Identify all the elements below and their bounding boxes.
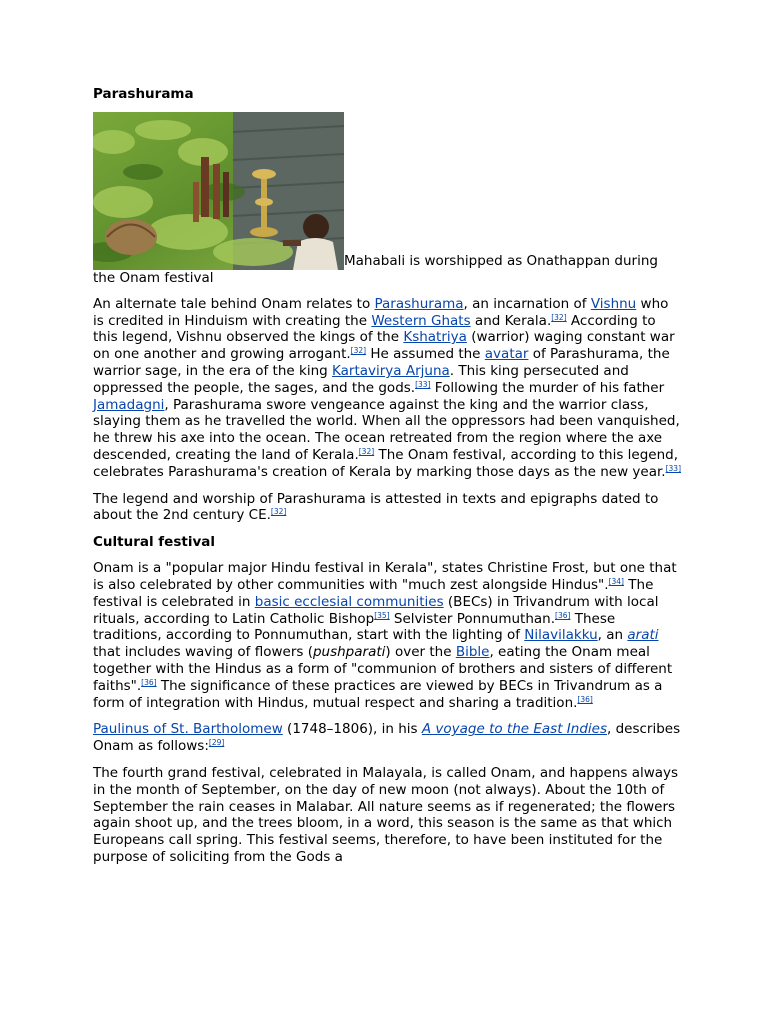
citation[interactable] (551, 313, 566, 322)
citation[interactable] (141, 678, 156, 687)
citation-link[interactable]: [29] (208, 738, 225, 748)
link-parashurama[interactable]: Parashurama (374, 295, 464, 312)
paragraph-paulinus (93, 721, 683, 755)
text: The fourth grand festival, celebrated in Malayala, is called Onam, and happens always in the month of September, on the day of new moon (not always). About the 10th of September the rain ceases in Malabar. All nature seems as if regenerated; the flowers again shoot up, and the trees bloom, in a word, this season is the same as that which Europeans call spring. This festival seems, therefore, to have been instituted for the purpose of soliciting from the Gods a (93, 764, 679, 865)
citation-link[interactable]: [33] (415, 379, 431, 389)
text: Onam is a "popular major Hindu festival in Kerala", states Christine Frost, but one that is also celebrated by other communities with "much zest alongside Hindus". (93, 560, 677, 593)
image-with-caption (93, 112, 683, 287)
citation[interactable] (209, 738, 224, 747)
text: He assumed the (366, 346, 485, 363)
text: , an incarnation of (463, 295, 591, 312)
citation[interactable] (666, 464, 681, 473)
text: The Onam festival, according to this legend, celebrates Parashurama's creation of Kerala by marking those days as the new year. (93, 446, 679, 480)
link-paulinus[interactable]: Paulinus of St. Bartholomew (93, 721, 283, 738)
text: According to this legend, Vishnu observed the kings of the (93, 312, 656, 346)
link-avatar[interactable]: avatar (484, 346, 529, 363)
link-kshatriya[interactable]: Kshatriya (403, 329, 467, 346)
citation[interactable] (271, 507, 286, 516)
link-basic-ecclesial-communities[interactable]: basic ecclesial communities (254, 593, 444, 610)
link-voyage-east-indies[interactable]: A voyage to the East Indies (421, 721, 607, 738)
text: The legend and worship of Parashurama is attested in texts and epigraphs dated to about the 2nd century CE. (93, 490, 659, 524)
text: that includes waving of flowers ( (93, 644, 313, 661)
citation-link[interactable]: [32] (350, 346, 367, 356)
citation[interactable] (374, 611, 389, 620)
citation-link[interactable]: [32] (358, 446, 375, 456)
citation[interactable] (351, 346, 366, 355)
citation[interactable] (415, 380, 430, 389)
citation[interactable] (609, 577, 624, 586)
link-jamadagni[interactable]: Jamadagni (93, 396, 165, 413)
text: , describes Onam as follows: (93, 721, 681, 755)
link-nilavilakku[interactable]: Nilavilakku (524, 627, 598, 644)
citation-link[interactable]: [35] (374, 610, 390, 620)
text: who is credited in Hinduism with creating the (93, 295, 669, 329)
text: , eating the Onam meal together with the Hindus as a form of "communion of brothers and sisters of different faiths". (93, 644, 673, 694)
citation-link[interactable]: [36] (141, 677, 157, 687)
paragraph-cultural (93, 560, 683, 711)
paragraph-legend (93, 296, 683, 481)
text: (warrior) waging constant war on one another and growing arrogant. (93, 329, 675, 363)
citation-link[interactable]: [32] (270, 507, 287, 517)
citation-link[interactable]: [34] (608, 576, 624, 586)
paragraph-attestation (93, 491, 683, 525)
citation[interactable] (359, 447, 374, 456)
text: and Kerala. (470, 312, 552, 329)
link-western-ghats[interactable]: Western Ghats (371, 312, 471, 329)
onathappan-photo[interactable] (93, 112, 344, 270)
citation-link[interactable]: [36] (577, 694, 593, 704)
link-arati[interactable]: arati (627, 627, 659, 644)
text: (1748–1806), in his (282, 721, 422, 738)
text: Selvister Ponnumuthan. (389, 610, 556, 627)
text: An alternate tale behind Onam relates to (93, 295, 375, 312)
text: . This king persecuted and oppressed the people, the sages, and the gods. (93, 362, 629, 396)
text: Following the murder of his father (430, 379, 665, 396)
section-heading-parashurama: Parashurama (93, 86, 194, 102)
text: , an (597, 627, 628, 644)
section-heading-cultural-festival: Cultural festival (93, 534, 215, 551)
text: The significance of these practices are viewed by BECs in Trivandrum as a form of integration with Hindus, mutual respect and sharing a tradition. (93, 677, 663, 711)
text: of Parashurama, the warrior sage, in the era of the king (93, 346, 670, 379)
link-bible[interactable]: Bible (455, 644, 490, 661)
citation-link[interactable]: [33] (665, 463, 682, 473)
text: , Parashurama swore vengeance against the king and the warrior class, slaying them as he travelled the world. When all the oppressors had been vanquished, he threw his axe into the ocean. The ocean retreated from the region where the axe descended, creating the land of Kerala. (93, 396, 680, 463)
link-kartavirya-arjuna[interactable]: Kartavirya Arjuna (332, 362, 450, 379)
text: The festival is celebrated in (93, 576, 654, 610)
image-caption: Mahabali is worshipped as Onathappan during the Onam festival (93, 253, 658, 286)
paragraph-quote (93, 765, 683, 866)
text: ) over the (385, 644, 456, 661)
italic-term: pushparati (312, 644, 386, 661)
citation[interactable] (577, 695, 592, 704)
text: (BECs) in Trivandrum with local rituals, according to Latin Catholic Bishop (93, 593, 659, 627)
text: These traditions, according to Ponnumuthan, start with the lighting of (93, 610, 616, 644)
citation-link[interactable]: [36] (555, 610, 571, 620)
article-body (93, 86, 683, 876)
citation[interactable] (555, 611, 570, 620)
citation-link[interactable]: [32] (551, 312, 567, 322)
link-vishnu[interactable]: Vishnu (590, 295, 637, 312)
